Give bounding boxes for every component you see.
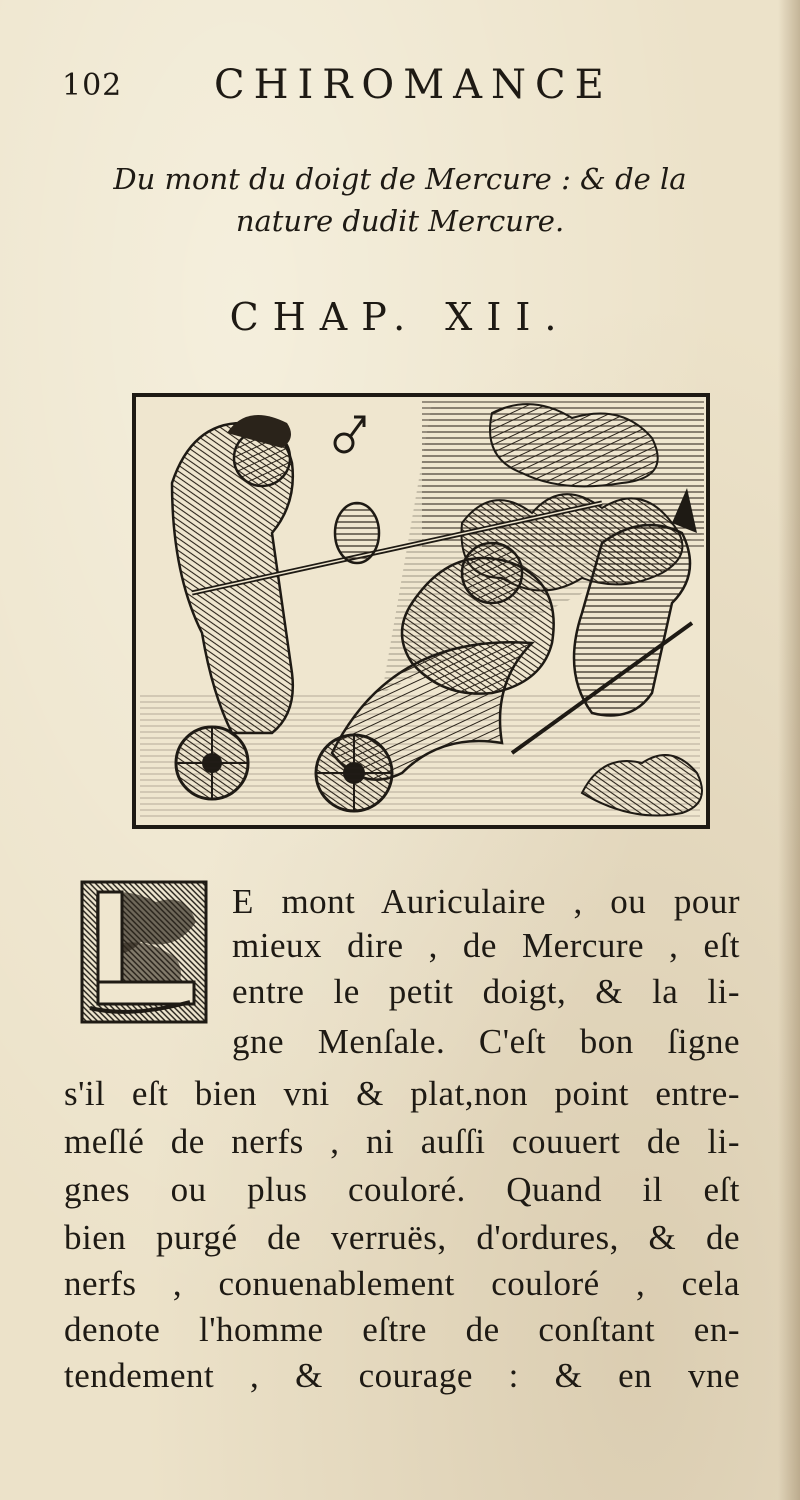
page-edge-shadow xyxy=(778,0,800,1500)
woodcut-illustration xyxy=(132,393,710,829)
text-line: gne Menſale. C'eſt bon ſigne xyxy=(232,1022,740,1061)
text-line: nerfs , conuenablement couloré , cela xyxy=(64,1264,740,1303)
chapter-title-line-1: Du mont du doigt de Mercure : & de la xyxy=(113,162,687,196)
running-head: CHIROMANCE xyxy=(214,62,613,108)
page-number: 102 xyxy=(62,68,123,103)
chapter-title-line-2: nature dudit Mercure. xyxy=(235,204,565,238)
text-line: E mont Auriculaire , ou pour xyxy=(232,882,740,921)
text-line: s'il eſt bien vni & plat,non point entre- xyxy=(64,1074,740,1113)
text-line: tendement , & courage : & en vne xyxy=(64,1356,740,1395)
page-header xyxy=(62,62,722,112)
text-line: bien purgé de verruës, d'ordures, & de xyxy=(64,1218,740,1257)
text-line: denote l'homme eſtre de conſtant en- xyxy=(64,1310,740,1349)
text-line: gnes ou plus couloré. Quand il eſt xyxy=(64,1170,740,1209)
drop-cap-initial-l xyxy=(76,878,216,1030)
text-line: mieux dire , de Mercure , eſt xyxy=(232,926,740,965)
chapter-label: CHAP. XII. xyxy=(229,295,571,339)
text-line: meſlé de nerfs , ni auſſi couuert de li- xyxy=(64,1122,740,1161)
chapter-title xyxy=(80,158,720,242)
text-line: entre le petit doigt, & la li- xyxy=(232,972,740,1011)
